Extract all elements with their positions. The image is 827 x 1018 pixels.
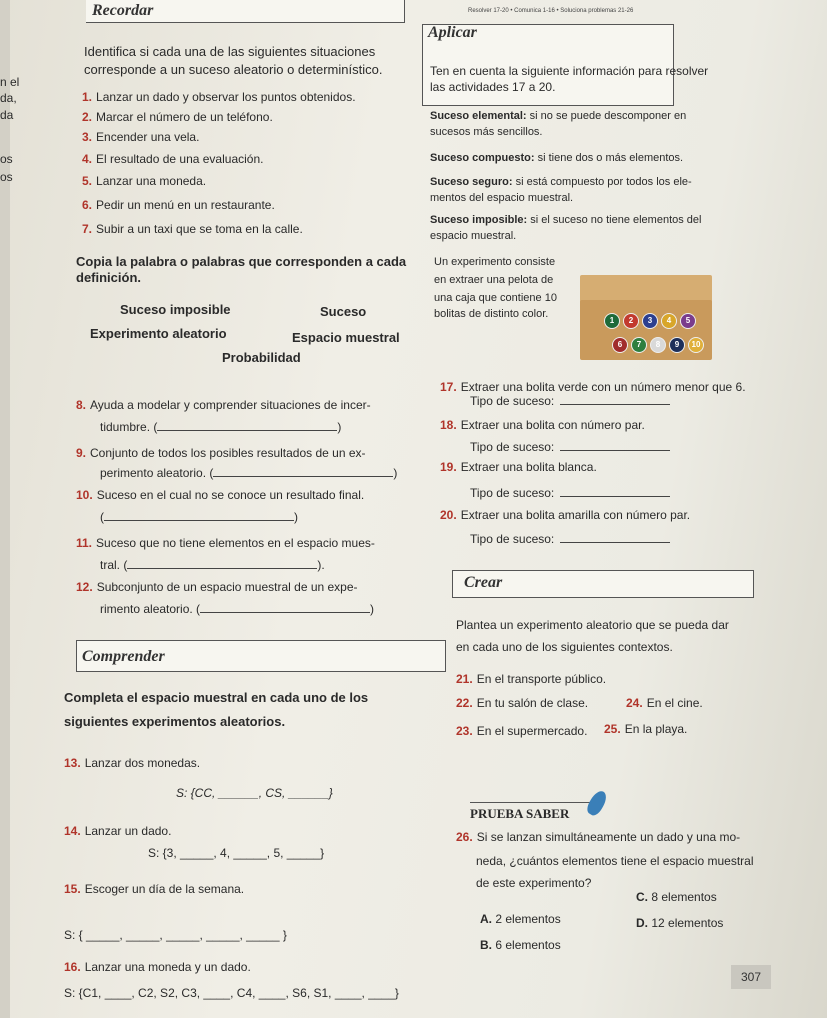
option-b: B. 6 elementos: [480, 938, 561, 952]
ball-10: 10: [688, 337, 704, 353]
q17: 17. Extraer una bolita verde con un número menor que 6.: [440, 380, 746, 394]
q23: 23. En el supermercado.: [456, 724, 588, 738]
word-suceso-imposible: Suceso imposible: [120, 302, 231, 317]
aplicar-def-3b: mentos del espacio muestral.: [430, 192, 574, 204]
q21: 21. En el transporte público.: [456, 672, 607, 686]
crear-instr-2: en cada uno de los siguientes contextos.: [456, 640, 673, 654]
q25: 25. En la playa.: [604, 722, 688, 736]
copy-title-2: definición.: [76, 270, 141, 285]
identify-item-4: 4. El resultado de una evaluación.: [82, 152, 264, 166]
ball-8: 8: [650, 337, 666, 353]
option-c: C. 8 elementos: [636, 890, 717, 904]
q15-set: S: { _____, _____, _____, _____, _____ }: [64, 928, 287, 942]
def-8-line2: tidumbre. ( ): [100, 420, 342, 434]
identify-item-3: 3. Encender una vela.: [82, 130, 200, 144]
def-9-line2: perimento aleatorio. ( ): [100, 466, 398, 480]
q26-line2: neda, ¿cuántos elementos tiene el espacio muestral: [476, 854, 754, 868]
q13: 13. Lanzar dos monedas.: [64, 756, 201, 770]
ball-3: 3: [642, 313, 658, 329]
comprender-title: Comprender: [82, 648, 165, 665]
prueba-title: PRUEBA SABER: [470, 806, 570, 821]
identify-item-5: 5. Lanzar una moneda.: [82, 174, 207, 188]
def-12-line2: rimento aleatorio. ( ): [100, 602, 375, 616]
def-8-line1: 8. Ayuda a modelar y comprender situaciones de incer-: [76, 398, 371, 412]
q20-tipo: Tipo de suceso:: [470, 532, 670, 546]
def-10-line2: ( ): [100, 510, 298, 524]
q22: 22. En tu salón de clase.: [456, 696, 589, 710]
ball-1: 1: [604, 313, 620, 329]
margin-text-1: n el: [0, 75, 20, 89]
identify-item-7: 7. Subir a un taxi que se toma en la calle.: [82, 222, 303, 236]
copy-title-1: Copia la palabra o palabras que corresponden a cada: [76, 254, 407, 269]
q16-set: S: {C1, ____, C2, S2, C3, ____, C4, ____, S6, S1, ____, ____}: [64, 986, 399, 1000]
comprender-instr-1: Completa el espacio muestral en cada uno de los: [64, 690, 369, 705]
q18: 18. Extraer una bolita con número par.: [440, 418, 645, 432]
word-espacio: Espacio muestral: [292, 330, 400, 345]
word-experimento: Experimento aleatorio: [90, 326, 227, 341]
page-number: 307: [731, 965, 771, 989]
experiment-2: en extraer una pelota de: [434, 274, 554, 286]
margin-text-3: da: [0, 108, 14, 122]
crear-title: Crear: [464, 574, 503, 591]
q13-set: S: {CC, ______, CS, ______}: [176, 786, 333, 800]
ball-5: 5: [680, 313, 696, 329]
aplicar-def-2: Suceso compuesto: si tiene dos o más elementos.: [430, 152, 684, 164]
aplicar-def-4: Suceso imposible: si el suceso no tiene elementos del: [430, 214, 702, 226]
experiment-1: Un experimento consiste: [434, 256, 556, 268]
experiment-4: bolitas de distinto color.: [434, 308, 549, 320]
q19-tipo: Tipo de suceso:: [470, 486, 670, 500]
ball-7: 7: [631, 337, 647, 353]
aplicar-title: Aplicar: [428, 24, 477, 41]
margin-text-2: da,: [0, 91, 17, 105]
aplicar-def-1: Suceso elemental: si no se puede descomponer en: [430, 110, 687, 122]
recordar-title: Recordar: [92, 2, 154, 19]
q26-line1: 26. Si se lanzan simultáneamente un dado y una mo-: [456, 830, 741, 844]
q14: 14. Lanzar un dado.: [64, 824, 172, 838]
q24: 24. En el cine.: [626, 696, 703, 710]
q18-tipo: Tipo de suceso:: [470, 440, 670, 454]
q16: 16. Lanzar una moneda y un dado.: [64, 960, 251, 974]
pencil-icon: [584, 788, 609, 818]
q14-set: S: {3, _____, 4, _____, 5, _____}: [148, 846, 325, 860]
q17-tipo: Tipo de suceso:: [470, 394, 670, 408]
balls-top-row: [604, 310, 699, 329]
prueba-underline: [470, 802, 590, 803]
identify-item-2: 2. Marcar el número de un teléfono.: [82, 110, 273, 124]
aplicar-def-4b: espacio muestral.: [430, 230, 517, 242]
identify-item-1: 1. Lanzar un dado y observar los puntos obtenidos.: [82, 90, 356, 104]
def-9-line1: 9. Conjunto de todos los posibles resultados de un ex-: [76, 446, 366, 460]
q15: 15. Escoger un día de la semana.: [64, 882, 245, 896]
q20: 20. Extraer una bolita amarilla con número par.: [440, 508, 691, 522]
q26-line3: de este experimento?: [476, 876, 592, 890]
word-probabilidad: Probabilidad: [222, 350, 301, 365]
aplicar-def-3: Suceso seguro: si está compuesto por todos los ele-: [430, 176, 692, 188]
def-11-line1: 11. Suceso que no tiene elementos en el espacio mues-: [76, 536, 375, 550]
balls-bottom-row: [612, 334, 707, 353]
aplicar-intro-1: Ten en cuenta la siguiente información para resolver: [430, 64, 709, 78]
def-12-line1: 12. Subconjunto de un espacio muestral de un expe-: [76, 580, 358, 594]
comprender-instr-2: siguientes experimentos aleatorios.: [64, 714, 286, 729]
def-10-line1: 10. Suceso en el cual no se conoce un resultado final.: [76, 488, 365, 502]
ball-4: 4: [661, 313, 677, 329]
crear-instr-1: Plantea un experimento aleatorio que se pueda dar: [456, 618, 729, 632]
aplicar-def-1b: sucesos más sencillos.: [430, 126, 543, 138]
option-a: A. 2 elementos: [480, 912, 561, 926]
identify-item-6: 6. Pedir un menú en un restaurante.: [82, 198, 275, 212]
word-suceso: Suceso: [320, 304, 367, 319]
identify-title-2: corresponde a un suceso aleatorio o determinístico.: [84, 62, 383, 77]
experiment-3: una caja que contiene 10: [434, 292, 557, 304]
ball-9: 9: [669, 337, 685, 353]
top-right-note: Resolver 17-20 • Comunica 1-16 • Soluciona problemas 21-26: [468, 8, 634, 14]
margin-text-4: os: [0, 152, 13, 166]
ball-6: 6: [612, 337, 628, 353]
option-d: D. 12 elementos: [636, 916, 724, 930]
identify-title-1: Identifica si cada una de las siguientes situaciones: [84, 44, 376, 59]
margin-text-5: os: [0, 170, 13, 184]
ball-2: 2: [623, 313, 639, 329]
aplicar-intro-2: las actividades 17 a 20.: [430, 80, 556, 94]
q19: 19. Extraer una bolita blanca.: [440, 460, 597, 474]
def-11-line2: tral. ( ).: [100, 558, 325, 572]
